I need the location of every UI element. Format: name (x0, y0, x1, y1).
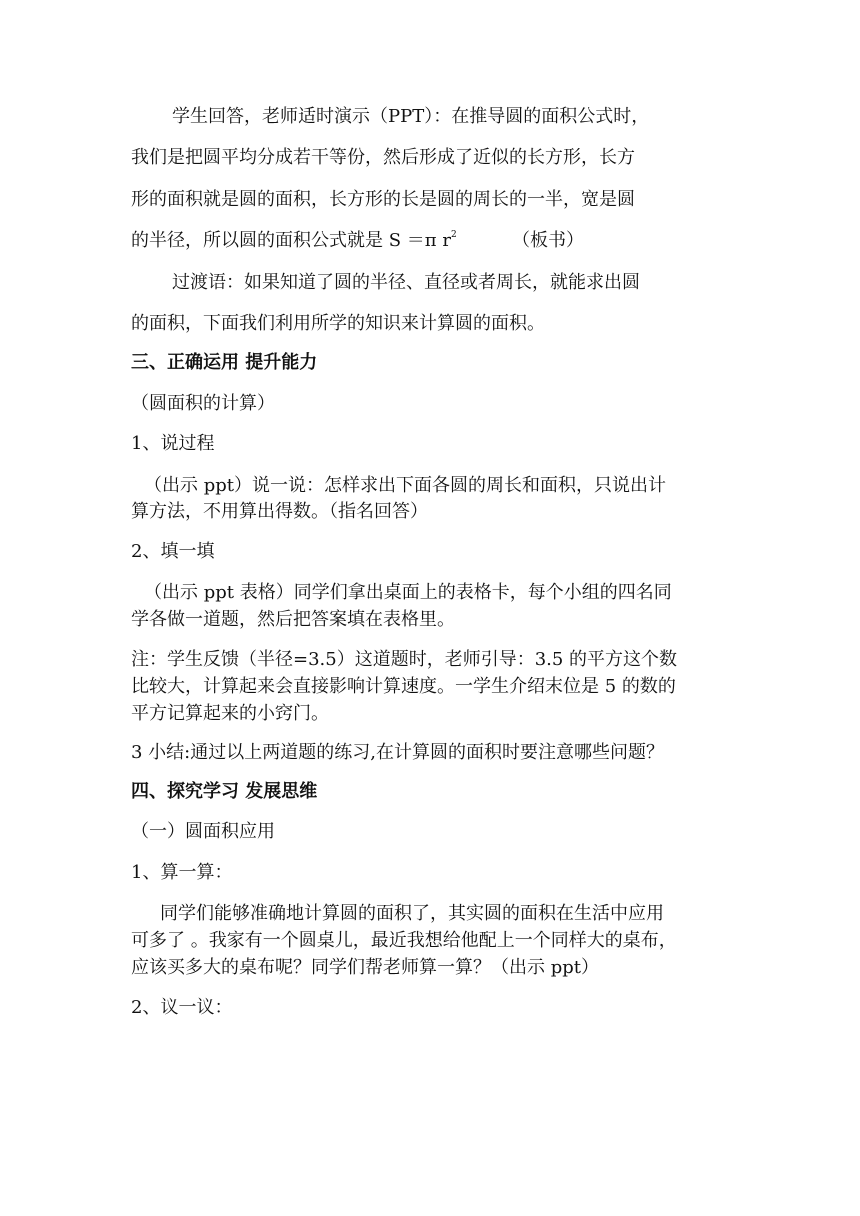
section-3-item-2-title: 2、填一填 (131, 541, 215, 562)
section-4-item-1-line-3: 应该买多大的桌布呢？同学们帮老师算一算？（出示 ppt） (131, 957, 599, 978)
board-note: （板书） (512, 230, 584, 251)
section-3-heading: 三、正确运用 提升能力 (131, 352, 318, 373)
section-4-item-1-line-2: 可多了 。我家有一个圆桌儿，最近我想给他配上一个同样大的桌布， (131, 930, 677, 951)
paragraph-1-line-4 (131, 229, 457, 253)
note-line-1: 注：学生反馈（半径=3.5）这道题时，老师引导：3.5 的平方这个数 (131, 649, 678, 670)
area-formula-text: 的半径，所以圆的面积公式就是 S ＝π r (131, 230, 451, 251)
paragraph-1-line-1: 学生回答，老师适时演示（PPT）：在推导圆的面积公式时， (172, 106, 650, 127)
section-4-subheading: （一）圆面积应用 (131, 821, 275, 842)
section-3-item-2-line-1: （出示 ppt 表格）同学们拿出桌面上的表格卡，每个小组的四名同 (144, 582, 672, 603)
squared-exponent: 2 (450, 230, 457, 240)
section-3-item-1-line-2: 算方法，不用算出得数。（指名回答） (131, 501, 428, 522)
transition-line-2: 的面积，下面我们利用所学的知识来计算圆的面积。 (131, 313, 545, 334)
note-line-3: 平方记算起来的小窍门。 (131, 703, 329, 724)
section-3-subheading: （圆面积的计算） (131, 393, 275, 414)
section-4-item-1-title: 1、算一算： (131, 862, 233, 883)
section-4-item-2-title: 2、议一议： (131, 997, 233, 1018)
section-4-item-1-line-1: 同学们能够准确地计算圆的面积了，其实圆的面积在生活中应用 (160, 903, 664, 924)
section-3-item-2-line-2: 学各做一道题，然后把答案填在表格里。 (131, 609, 455, 630)
paragraph-1-line-2: 我们是把圆平均分成若干等份，然后形成了近似的长方形，长方 (131, 147, 635, 168)
note-line-2: 比较大，计算起来会直接影响计算速度。一学生介绍末位是 5 的数的 (131, 676, 676, 697)
transition-line-1: 过渡语：如果知道了圆的半径、直径或者周长，就能求出圆 (172, 272, 640, 293)
section-3-item-1-line-1: （出示 ppt）说一说：怎样求出下面各圆的周长和面积，只说出计 (144, 475, 666, 496)
summary-line: 3 小结:通过以上两道题的练习,在计算圆的面积时要注意哪些问题？ (131, 742, 664, 763)
paragraph-1-line-3: 形的面积就是圆的面积，长方形的长是圆的周长的一半，宽是圆 (131, 189, 635, 210)
section-4-heading: 四、探究学习 发展思维 (131, 781, 318, 802)
section-3-item-1-title: 1、说过程 (131, 433, 215, 454)
